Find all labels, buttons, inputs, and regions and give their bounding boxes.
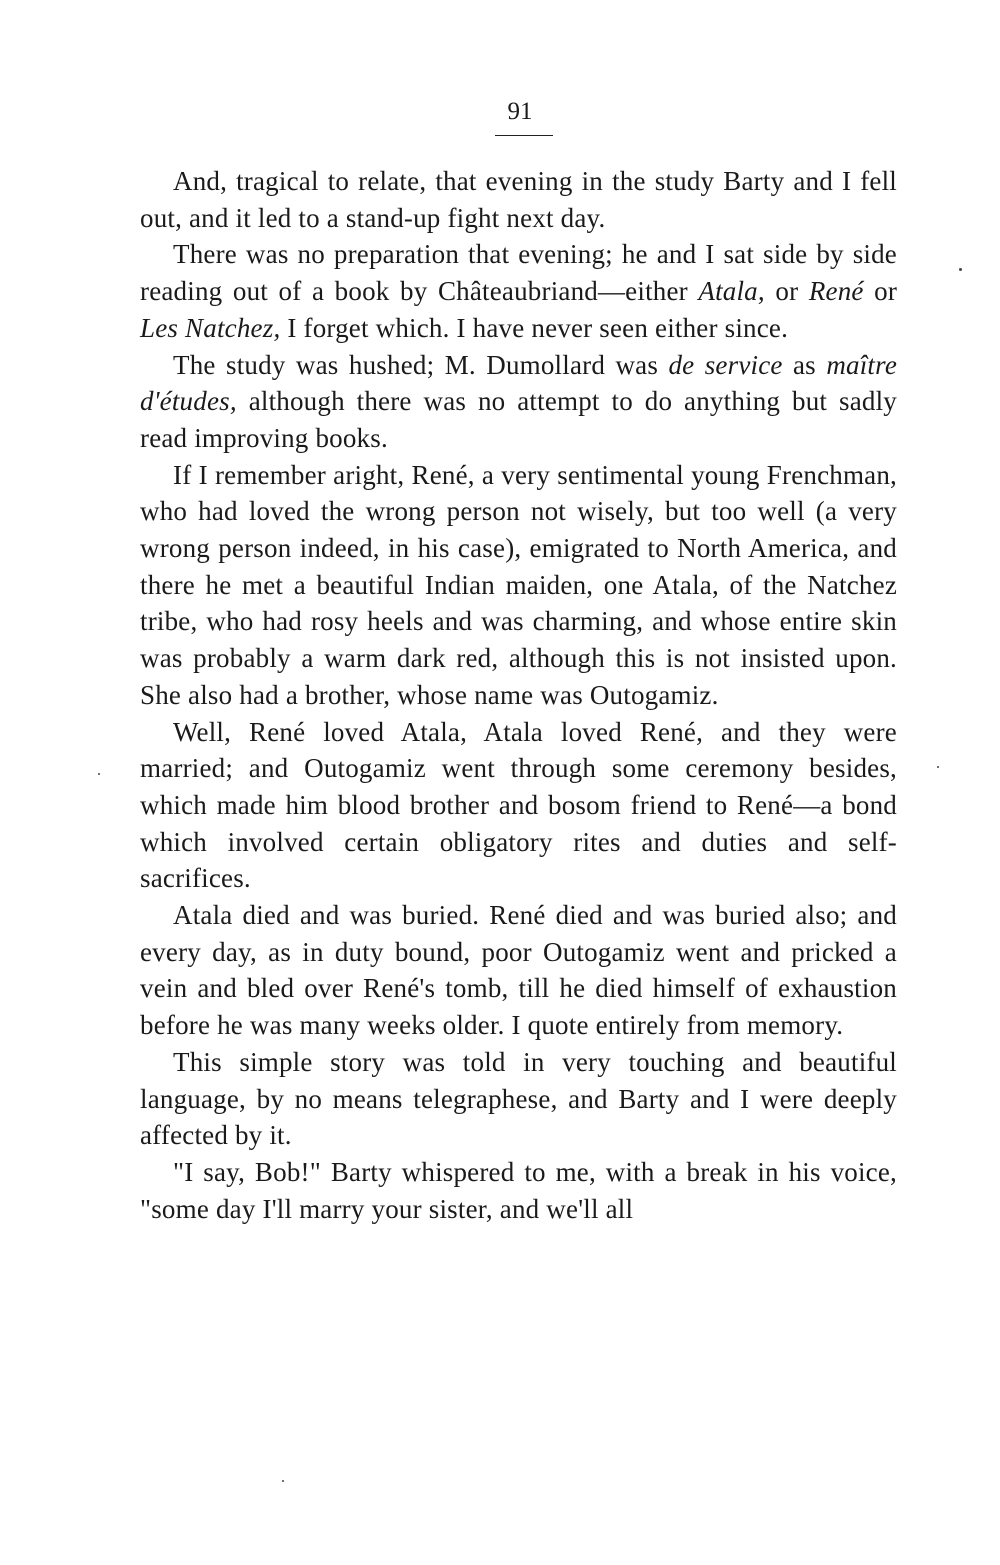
paragraph bbox=[140, 897, 897, 1044]
paragraph bbox=[140, 1044, 897, 1154]
italic-phrase: maître d'études, bbox=[140, 349, 898, 417]
paragraph bbox=[140, 714, 897, 898]
print-speck bbox=[937, 766, 939, 768]
book-title-rene: René bbox=[808, 276, 864, 307]
text-segment: as bbox=[782, 349, 827, 380]
body-text bbox=[140, 163, 897, 1227]
text-segment: Atala died and was buried. René died and was buried also; and every day, as in duty bound, poor Outogamiz went and pricked a vein and bled over René's tomb, till he died himself of exhaustion before he was many weeks older. I quote entirely from memory. bbox=[140, 900, 897, 1041]
paragraph bbox=[140, 1154, 897, 1227]
text-segment: I forget which. I have never seen either since. bbox=[280, 312, 789, 343]
page-number: 91 bbox=[507, 98, 533, 125]
text-segment: If I remember aright, René, a very sentimental young Frenchman, who had loved the wrong person not wisely, but too well (a very wrong person indeed, in his case), emigrated to North America, and there he met a beautiful Indian maiden, one Atala, of the Natchez tribe, who had rosy heels and was charming, and whose entire skin was probably a warm dark red, although this is not insisted upon. She also had a brother, whose name was Outogamiz. bbox=[140, 459, 897, 710]
print-speck bbox=[959, 268, 962, 271]
paragraph bbox=[140, 236, 897, 346]
text-segment: The study was hushed; M. Dumollard was bbox=[173, 349, 669, 380]
paragraph bbox=[140, 457, 897, 714]
book-title-natchez: Les Natchez, bbox=[140, 312, 281, 343]
text-segment: Well, René loved Atala, Atala loved René, and they were married; and Outogamiz went through some ceremony besides, which made him blood brother and bosom friend to René—a bond which involved certain obligatory rites and duties and self-sacrifices. bbox=[140, 716, 897, 894]
header-rule bbox=[495, 135, 553, 136]
text-segment: or bbox=[764, 276, 809, 307]
print-speck bbox=[282, 1480, 284, 1482]
paragraph bbox=[140, 163, 897, 236]
text-segment: "I say, Bob!" Barty whispered to me, with a break in his voice, "some day I'll marry your sister, and we'll all bbox=[140, 1156, 897, 1224]
text-segment: or bbox=[863, 276, 898, 307]
text-segment: And, tragical to relate, that evening in the study Barty and I fell out, and it led to a stand-up fight next day. bbox=[140, 166, 897, 233]
italic-phrase: de service bbox=[668, 349, 783, 380]
book-title-atala: Atala, bbox=[698, 276, 765, 307]
paragraph bbox=[140, 347, 897, 457]
print-speck bbox=[98, 773, 100, 775]
text-segment: There was no preparation that evening; he and I sat side by side reading out of a book by Châteaubriand—either bbox=[140, 239, 897, 307]
text-segment: although there was no attempt to do anything but sadly read improving books. bbox=[140, 386, 897, 453]
text-segment: This simple story was told in very touching and beautiful language, by no means telegraphese, and Barty and I were deeply affected by it. bbox=[140, 1046, 897, 1151]
